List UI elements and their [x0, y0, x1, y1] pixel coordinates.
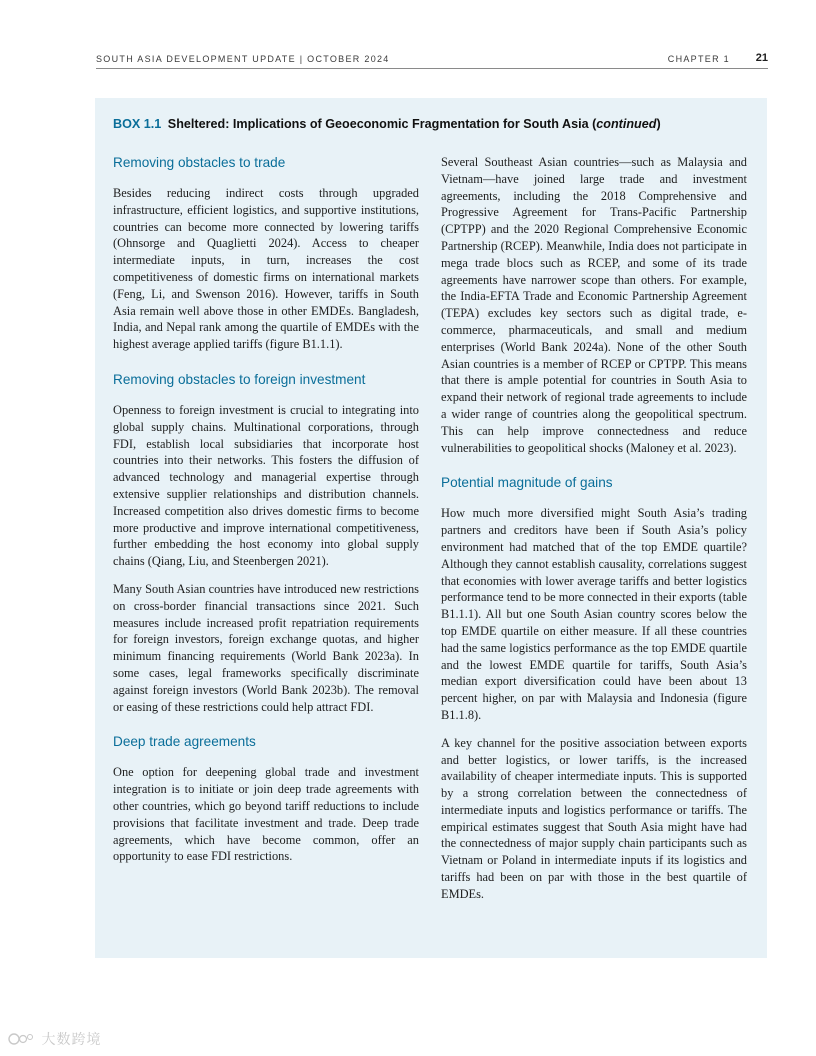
paragraph-magnitude-diversification: How much more diversified might South Asia’s trading partners and creditors have been if South Asia’s policy environment had matched that of the top EMDE quartile? Although they cannot establish causality, correlations suggest that economies with lower average tariffs and better logistics performance tend to be more connected in their exports (table B1.1.1). All but one South Asian country scores below the top EMDE quartile on either measure. If all these countries had the same logistics performance as the top EMDE quartile and the lowest EMDE quartile for tariffs, South Asia’s median export diversification could have been about 13 percent higher, on par with Malaysia and Indonesia (figure B1.1.8). — [441, 506, 747, 722]
right-column — [441, 154, 747, 914]
heading-obstacles-investment: Removing obstacles to foreign investment — [113, 371, 366, 387]
heading-magnitude: Potential magnitude of gains — [441, 475, 613, 491]
box-title — [113, 117, 753, 131]
watermark-logo-icon — [8, 1032, 36, 1046]
paragraph-magnitude-channel: A key channel for the positive association between exports and better logistics, or lower tariffs, is the increased availability of cheaper intermediate inputs. This is supported by a strong correlation between the connectedness of intermediate inputs and logistics performance or tariffs. The empirical estimates suggest that South Asia might have had the connectedness of major supply chain participants such as Vietnam or Poland in intermediate inputs if its logistics and tariffs had been on par with those in the best quartile of EMDEs. — [441, 735, 747, 901]
heading-obstacles-trade: Removing obstacles to trade — [113, 155, 286, 170]
paragraph-deep-trade-intro: One option for deepening global trade and investment integration is to initiate or join deep trade agreements with other countries, which go beyond tariff reductions to include provisions that facilitate investment and trade. Deep trade agreements, which have become common, offer an opportunity to ease FDI restrictions. — [113, 765, 419, 864]
box-title-continued: continued — [596, 117, 657, 131]
box-title-text: Sheltered: Implications of Geoeconomic Fragmentation for South Asia ( — [167, 117, 597, 131]
running-header — [96, 52, 768, 68]
header-rule — [96, 68, 768, 69]
box-label: BOX 1.1 — [113, 117, 162, 131]
paragraph-deep-trade-southeast-asia: Several Southeast Asian countries—such as Malaysia and Vietnam—have joined large trade and investment agreements, including the 2018 Comprehensive and Progressive Agreement for Trans-Pacific Partnership (CPTPP) and the 2020 Regional Comprehensive Economic Partnership (RCEP). Meanwhile, India does not participate in mega trade blocs such as RCEP, and some of its trade agreements have narrower scope than others. For example, the India-EFTA Trade and Economic Partnership Agreement (TEPA) excludes key sectors such as digital trade, e-commerce, pharmaceuticals, and small and medium enterprises (World Bank 2024a). None of the other South Asian countries is a member of RCEP or CPTPP. This means that there is ample potential for countries in South Asia to expand their network of regional trade agreements to include a wider range of countries along the geopolitical spectrum. This can help improve connectedness and reduce vulnerabilities to geopolitical shocks (Maloney et al. 2023). — [441, 155, 747, 455]
page-number: 21 — [755, 52, 768, 64]
watermark — [8, 1029, 101, 1049]
box-title-close: ) — [656, 117, 661, 131]
paragraph-obstacles-trade: Besides reducing indirect costs through upgraded infrastructure, efficient logistics, and supportive institutions, countries can become more connected by lowering tariffs (Ohnsorge and Quaglietti 2024). Access to cheaper intermediate inputs, in turn, increases the cost competitiveness of domestic firms on international markets (Feng, Li, and Swenson 2016). However, tariffs in South Asia remain well above those in other EMDEs. Bangladesh, India, and Nepal rank among the quartile of EMDEs with the highest average applied tariffs (figure B1.1.1). — [113, 186, 419, 352]
box-panel — [95, 98, 767, 958]
paragraph-investment-restrictions: Many South Asian countries have introduced new restrictions on cross-border financial transactions since 2021. Such measures include increased profit repatriation requirements for foreign investors, foreign exchange quotas, and higher minimum financing requirements (World Bank 2023a). In some cases, legal frameworks specifically discriminate against foreign investors (World Bank 2023b). The removal or easing of these restrictions could help attract FDI. — [113, 581, 419, 714]
left-column — [113, 154, 419, 876]
watermark-text: 大数跨境 — [41, 1032, 102, 1048]
chapter-label: CHAPTER 1 — [667, 54, 730, 64]
heading-deep-trade: Deep trade agreements — [113, 734, 256, 750]
publication-title: SOUTH ASIA DEVELOPMENT UPDATE | OCTOBER 2024 — [96, 54, 390, 64]
paragraph-investment-openness: Openness to foreign investment is crucial to integrating into global supply chains. Multinational corporations, through FDI, establish local subsidiaries that incorporate host countries into their networks. This fosters the diffusion of advanced technology and managerial expertise through extensive supplier relationships and distribution channels. Increased competition also drives domestic firms to become more productive and improve international competitiveness, further embedding the host economy into global supply chains (Qiang, Liu, and Steenbergen 2021). — [113, 402, 419, 569]
